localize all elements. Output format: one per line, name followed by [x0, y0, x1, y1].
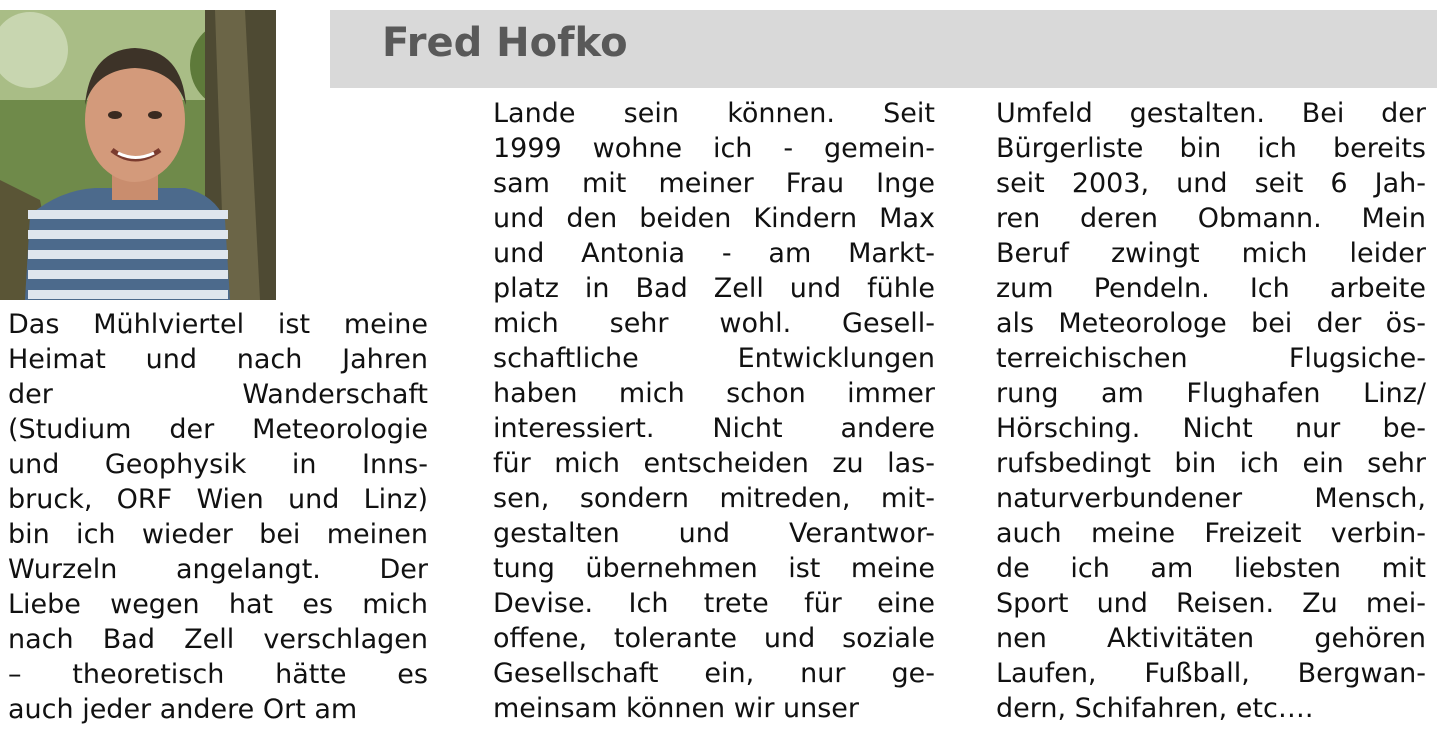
text-line: seit 2003, und seit 6 Jah-	[996, 168, 1426, 199]
page-title: Fred Hofko	[382, 20, 628, 66]
text-line: Heimat und nach Jahren	[8, 344, 428, 375]
text-line: sam mit meiner Frau Inge	[493, 168, 935, 199]
text-line: Hörsching. Nicht nur be-	[996, 413, 1426, 444]
text-line: und Geophysik in Inns-	[8, 449, 428, 480]
text-line: Das Mühlviertel ist meine	[8, 309, 428, 340]
text-line: nach Bad Zell verschlagen	[8, 624, 428, 655]
text-line: naturverbundener Mensch,	[996, 483, 1426, 514]
text-line: der Wanderschaft	[8, 379, 428, 410]
text-line: tung übernehmen ist meine	[493, 553, 935, 584]
text-line: terreichischen Flugsiche-	[996, 343, 1426, 374]
text-line: Umfeld gestalten. Bei der	[996, 98, 1426, 129]
text-line: mich sehr wohl. Gesell-	[493, 308, 935, 339]
text-line: nen Aktivitäten gehören	[996, 623, 1426, 654]
text-line: rung am Flughafen Linz/	[996, 378, 1426, 409]
text-line: offene, tolerante und soziale	[493, 623, 935, 654]
text-line: – theoretisch hätte es	[8, 659, 428, 690]
text-line: ren deren Obmann. Mein	[996, 203, 1426, 234]
text-line: Bürgerliste bin ich bereits	[996, 133, 1426, 164]
text-column-1	[8, 307, 428, 727]
text-line: Liebe wegen hat es mich	[8, 589, 428, 620]
text-line: platz in Bad Zell und fühle	[493, 273, 935, 304]
text-line: dern, Schifahren, etc….	[996, 693, 1314, 724]
text-line: haben mich schon immer	[493, 378, 935, 409]
text-line: rufsbedingt bin ich ein sehr	[996, 448, 1426, 479]
text-line: bruck, ORF Wien und Linz)	[8, 484, 428, 515]
text-line: für mich entscheiden zu las-	[493, 448, 935, 479]
title-bar	[330, 10, 1437, 88]
text-line: (Studium der Meteorologie	[8, 414, 428, 445]
text-line: bin ich wieder bei meinen	[8, 519, 428, 550]
text-line: meinsam können wir unser	[493, 693, 860, 724]
text-line: und den beiden Kindern Max	[493, 203, 935, 234]
portrait-photo-image	[0, 10, 276, 300]
text-line: Beruf zwingt mich leider	[996, 238, 1426, 269]
text-line: de ich am liebsten mit	[996, 553, 1426, 584]
text-line: Laufen, Fußball, Bergwan-	[996, 658, 1426, 689]
text-line: auch jeder andere Ort am	[8, 694, 358, 725]
text-line: Sport und Reisen. Zu mei-	[996, 588, 1426, 619]
text-column-3	[996, 96, 1426, 726]
text-line: Gesellschaft ein, nur ge-	[493, 658, 935, 689]
text-line: auch meine Freizeit verbin-	[996, 518, 1426, 549]
text-line: zum Pendeln. Ich arbeite	[996, 273, 1426, 304]
text-line: als Meteorologe bei der ös-	[996, 308, 1426, 339]
text-line: Lande sein können. Seit	[493, 98, 935, 129]
text-line: Wurzeln angelangt. Der	[8, 554, 428, 585]
text-line: und Antonia - am Markt-	[493, 238, 935, 269]
text-line: schaftliche Entwicklungen	[493, 343, 935, 374]
text-line: Devise. Ich trete für eine	[493, 588, 935, 619]
text-line: interessiert. Nicht andere	[493, 413, 935, 444]
text-line: gestalten und Verantwor-	[493, 518, 935, 549]
text-line: 1999 wohne ich - gemein-	[493, 133, 935, 164]
portrait-photo	[0, 10, 276, 300]
text-line: sen, sondern mitreden, mit-	[493, 483, 935, 514]
text-column-2	[493, 96, 935, 726]
